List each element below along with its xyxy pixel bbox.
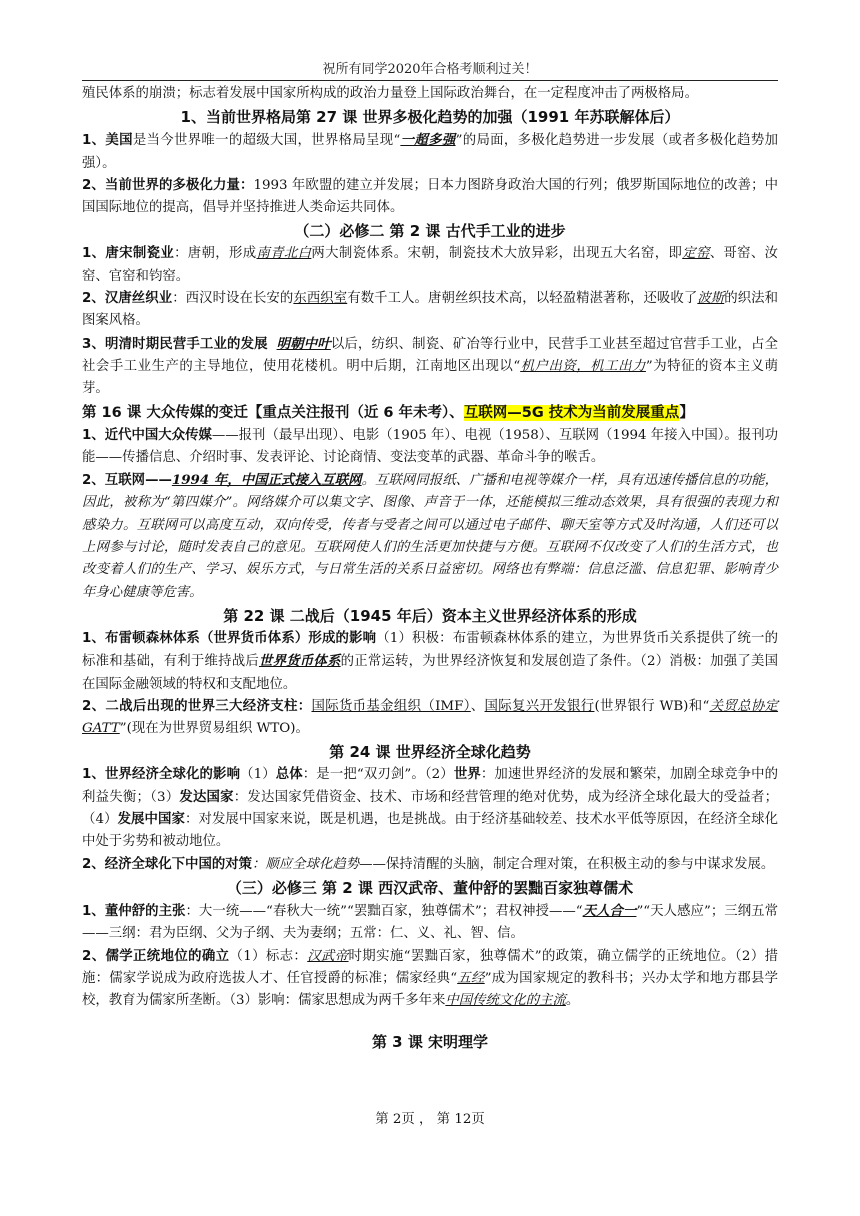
highlighted-text: 互联网—5G 技术为当前发展重点 (463, 404, 680, 421)
paragraph-orthodoxy: 2、儒学正统地位的确立（1）标志：汉武帝时期实施“罢黜百家，独尊儒术”的政策，确立儒学的正统地位。（2）措施：儒家学说成为政府选拔人才、任官授爵的标准；儒家经典“五经”成为国家规定的教科书；兴办太学和地方郡县学校，教育为儒家所垄断。（3）影响：儒家思想成为两千多年来中国传统文化的主流。 (82, 948, 779, 1009)
fill-blank: 南青北白 (256, 246, 312, 262)
section-title-lesson-27: 1、当前世界格局第 27 课 世界多极化趋势的加强（1991 年苏联解体后） (180, 108, 680, 127)
paragraph-usa: 1、美国是当今世界唯一的超级大国，世界格局呈现“一超多强”的局面，多极化趋势进一步发展（或者多极化趋势加强）。 (82, 132, 778, 171)
fill-blank: 机户出资，机工出力 (520, 358, 646, 374)
paragraph-globalization-impact: 1、世界经济全球化的影响（1）总体：是一把“双刃剑”。（2）世界：加速世界经济的发展和繁荣，加剧全球竞争中的利益失衡；（3）发达国家：发达国家凭借资金、技术、市场和经营管理的绝对优势，成为经济全球化最大的受益者；（4）发展中国家：对发展中国家来说，既是机遇，也是挑战。由于经济基础较差、技术水平低等原因，在经济全球化中处于劣势和被动地位。 (82, 767, 779, 850)
paragraph-silk: 2、汉唐丝织业：西汉时设在长安的东西织室有数千工人。唐朝丝织技术高，以轻盈精湛著称，还吸收了波斯的织法和图案风格。 (82, 291, 779, 329)
paragraph-internet: 2、互联网——1994 年，中国正式接入互联网。互联网同报纸、广播和电视等媒介一样，具有迅速传播信息的功能，因此，被称为“第四媒介”。网络媒介可以集文字、图像、声音于一体，还能模拟三维动态效果，具有很强的表现力和感染力。互联网可以高度互动，双向传受，传者与受者之间可以通过电子邮件、聊天室等方式及时沟通，人们还可以上网参与讨论，随时发表自己的意见。互联网使人们的生活更加快捷与方便。互联网不仅改变了人们的生活方式，也改变着人们的生产、学习、娱乐方式，与日常生活的关系日益密切。网络也有弊端：信息泛滥、信息犯罪、影响青少年身心健康等危害。 (82, 472, 778, 600)
section-title-neo-confucianism: 第 3 课 宋明理学 (371, 1033, 489, 1052)
fill-blank: 关贸总协定 GATT (82, 698, 779, 737)
fill-blank: 波斯 (697, 291, 725, 307)
paragraph-china-response: 2、经济全球化下中国的对策：顺应全球化趋势——保持清醒的头脑，制定合理对策，在积极主动的参与中谋求发展。 (82, 856, 775, 872)
section-title-mass-media: 第 16 课 大众传媒的变迁【重点关注报刊（近 6 年未考）、互联网—5G 技术为当前发展重点】 (82, 404, 694, 421)
fill-blank: 天人合一 (582, 902, 637, 919)
fill-blank: 定窑 (682, 246, 710, 262)
document-page (82, 58, 778, 1054)
fill-blank: 汉武帝 (307, 948, 349, 964)
fill-blank: 五经 (457, 970, 485, 986)
section-title-lesson-22: 第 22 课 二战后（1945 年后）资本主义世界经济体系的形成 (223, 606, 637, 625)
paragraph-porcelain: 1、唐宋制瓷业：唐朝，形成南青北白两大制瓷体系。宋朝，制瓷技术大放异彩，出现五大名窑，即定窑、哥窑、汝窑、官窑和钧窑。 (82, 246, 779, 284)
section-title-handicraft: （二）必修二 第 2 课 古代手工业的进步 (294, 222, 566, 241)
fill-blank: 明朝中叶 (276, 335, 331, 352)
section-title-lesson-24: 第 24 课 世界经济全球化趋势 (329, 743, 531, 762)
paragraph-multipolar-forces: 2、当前世界的多极化力量：1993 年欧盟的建立并发展；日本力图跻身政治大国的行列；俄罗斯国际地位的改善；中国国际地位的提高，倡导并坚持推进人类命运共同体。 (82, 177, 778, 216)
paragraph-dong-zhongshu: 1、董仲舒的主张：大一统——“春秋大一统”“罢黜百家，独尊儒术”；君权神授——“天人合一”“天人感应”；三纲五常——三纲：君为臣纲、父为子纲、夫为妻纲；五常：仁、义、礼、智、信。 (82, 902, 778, 942)
paragraph-bretton-woods: 1、布雷顿森林体系（世界货币体系）形成的影响（1）积极：布雷顿森林体系的建立，为世界货币关系提供了统一的标准和基础，有利于维持战后世界货币体系的正常运转，为世界经济恢复和发展创造了条件。（2）消极：加强了美国在国际金融领域的特权和支配地位。 (82, 630, 779, 692)
fill-blank: 1994 年，中国正式接入互联网 (171, 472, 362, 489)
intro-paragraph: 殖民体系的崩溃；标志着发展中国家所构成的政治力量登上国际政治舞台，在一定程度冲击了两极格局。 (82, 86, 698, 101)
page-header: 祝所有同学2020年合格考顺利过关！ (82, 58, 778, 81)
fill-blank: 世界货币体系 (258, 653, 341, 670)
paragraph-three-pillars: 2、二战后出现的世界三大经济支柱：国际货币基金组织（IMF）、国际复兴开发银行(世界银行 WB)和“关贸总协定 GATT”(现在为世界贸易组织 WTO)。 (82, 698, 779, 737)
paragraph-ming-qing: 3、明清时期民营手工业的发展 明朝中叶以后，纺织、制瓷、矿冶等行业中，民营手工业甚至超过官营手工业，占全社会手工业生产的主导地位，使用花楼机。明中后期，江南地区出现以“机户出资，机工出力”为特征的资本主义萌芽。 (82, 335, 779, 397)
section-title-confucianism: （三）必修三 第 2 课 西汉武帝、董仲舒的罢黜百家独尊儒术 (226, 878, 634, 897)
fill-blank: 一超多强 (400, 132, 456, 149)
page-footer: 第 2页 ， 第 12页 (375, 1112, 485, 1127)
paragraph-modern-media: 1、近代中国大众传媒——报刊（最早出现）、电影（1905 年）、电视（1958）、互联网（1994 年接入中国）。报刊功能——传播信息、介绍时事、发表评论、讨论商情、变法变革的武器、革命斗争的喉舌。 (82, 427, 778, 465)
fill-blank: 中国传统文化的主流 (445, 993, 566, 1009)
